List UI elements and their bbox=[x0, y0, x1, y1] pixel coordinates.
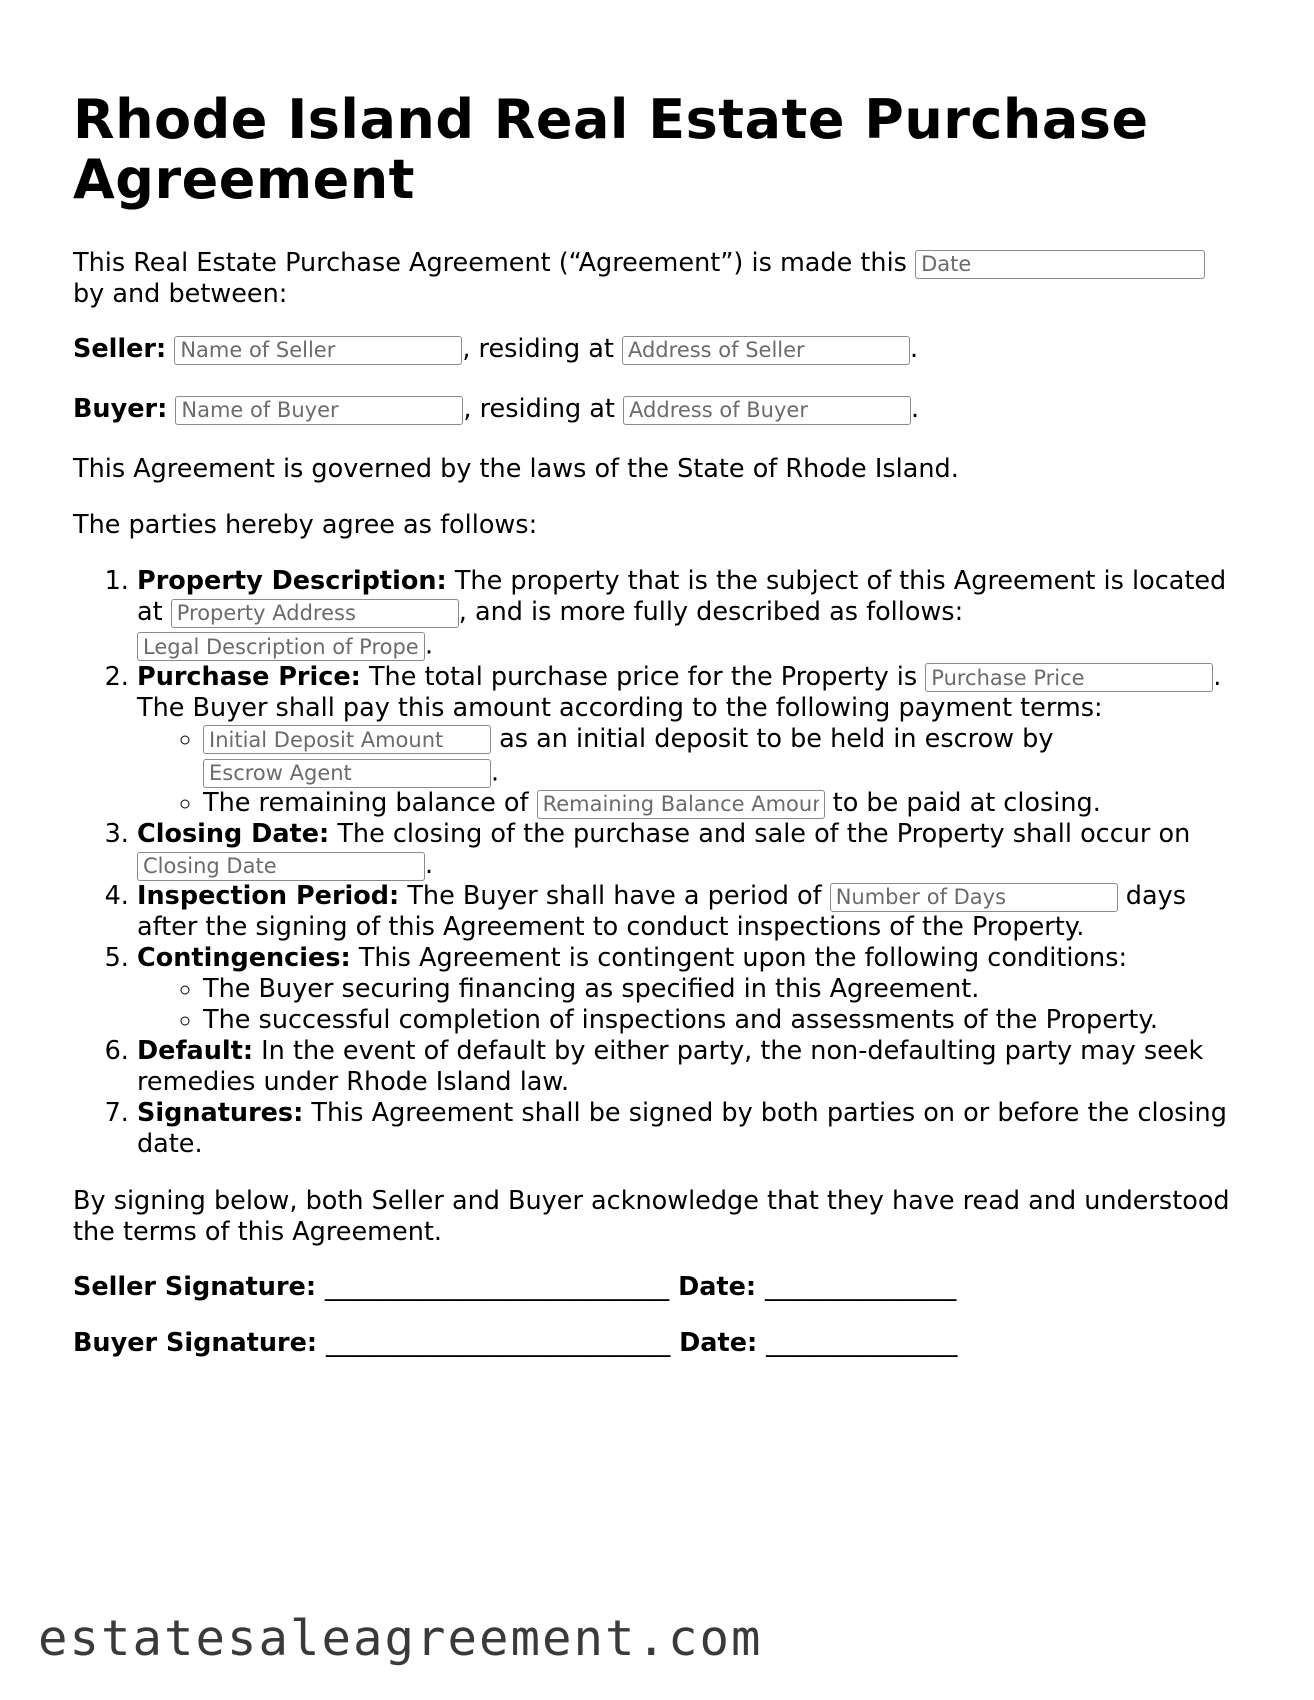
purchase-price-input[interactable] bbox=[925, 663, 1213, 692]
term-property: 1. Property Description: The property that is the subject of this Agreement is located at Property Address , and is more fully described as follows: Legal Description of Property. bbox=[137, 566, 1243, 662]
acknowledgement: By signing below, both Seller and Buyer acknowledge that they have read and understood the terms of this Agreement. bbox=[73, 1186, 1230, 1247]
page-title: Rhode Island Real Estate Purchase Agreement bbox=[73, 88, 1149, 211]
payment-term-deposit: Initial Deposit Amount ◦ as an initial deposit to be held in escrow by Escrow Agent. bbox=[203, 724, 1243, 789]
seller-line: Seller: Name of Seller , residing at Address of Seller . bbox=[73, 334, 1243, 365]
buyer-date-blank: _______________ bbox=[766, 1328, 958, 1358]
contingency-item: ◦ The Buyer securing financing as specified in this Agreement. bbox=[203, 974, 1243, 1005]
agreement-date-input[interactable] bbox=[915, 250, 1205, 279]
buyer-signature-line: Buyer Signature: ___________________________ Date: _______________ bbox=[73, 1328, 958, 1358]
buyer-address-input[interactable] bbox=[623, 396, 911, 425]
remaining-balance-input[interactable] bbox=[537, 790, 825, 819]
term-closing: 3. Closing Date: The closing of the purchase and sale of the Property shall occur on Closing Date. bbox=[137, 819, 1243, 881]
contingency-item: ◦ The successful completion of inspections and assessments of the Property. bbox=[203, 1005, 1243, 1036]
seller-date-blank: _______________ bbox=[765, 1272, 957, 1302]
seller-address-input[interactable] bbox=[622, 336, 910, 365]
term-default: 6. Default: In the event of default by either party, the non-defaulting party may seek remedies under Rhode Island law. bbox=[137, 1036, 1243, 1098]
agreement-document bbox=[73, 90, 1243, 1384]
seller-name-input[interactable] bbox=[174, 336, 462, 365]
governing-law: This Agreement is governed by the laws of the State of Rhode Island. bbox=[73, 454, 959, 484]
legal-description-input[interactable] bbox=[137, 632, 425, 661]
contingency-list bbox=[137, 974, 1243, 1036]
term-contingencies: 5. Contingencies: This Agreement is contingent upon the following conditions: ◦ The Buyer securing financing as specified in this Agreement. ◦ The successful completion of inspections and assessments of the Property. bbox=[137, 943, 1243, 1036]
inspection-days-input[interactable] bbox=[830, 883, 1118, 912]
intro-paragraph: This Real Estate Purchase Agreement (“Agreement”) is made this Date by and between: bbox=[73, 248, 1243, 310]
initial-deposit-input[interactable] bbox=[203, 725, 491, 754]
buyer-label: Buyer: bbox=[73, 394, 168, 424]
site-watermark: estatesaleagreement.com bbox=[38, 1610, 763, 1667]
payment-terms-list bbox=[137, 724, 1243, 820]
buyer-name-input[interactable] bbox=[175, 396, 463, 425]
closing-date-input[interactable] bbox=[137, 852, 425, 881]
buyer-signature-blank: ___________________________ bbox=[325, 1328, 671, 1358]
seller-signature-line: Seller Signature: ___________________________ Date: _______________ bbox=[73, 1272, 957, 1302]
terms-list bbox=[73, 566, 1243, 1160]
seller-label: Seller: bbox=[73, 334, 167, 364]
agree-intro: The parties hereby agree as follows: bbox=[73, 510, 538, 540]
term-signatures: 7. Signatures: This Agreement shall be signed by both parties on or before the closing date. bbox=[137, 1098, 1243, 1160]
term-price: 2. Purchase Price: The total purchase price for the Property is Purchase Price . The Buyer shall pay this amount according to the following payment terms: Initial Deposit Amount ◦ as an initial deposit to be held in escrow by Escrow Agent. ◦ The remaining balance of Remaining Balance Amount to be paid at closing. bbox=[137, 662, 1243, 820]
buyer-line: Buyer: Name of Buyer , residing at Address of Buyer . bbox=[73, 394, 1243, 425]
payment-term-balance: ◦ The remaining balance of Remaining Balance Amount to be paid at closing. bbox=[203, 788, 1243, 819]
property-address-input[interactable] bbox=[171, 599, 459, 628]
seller-signature-blank: ___________________________ bbox=[324, 1272, 670, 1302]
term-inspection: 4. Inspection Period: The Buyer shall have a period of Number of Days days after the signing of this Agreement to conduct inspections of the Property. bbox=[137, 881, 1243, 943]
escrow-agent-input[interactable] bbox=[203, 759, 491, 788]
